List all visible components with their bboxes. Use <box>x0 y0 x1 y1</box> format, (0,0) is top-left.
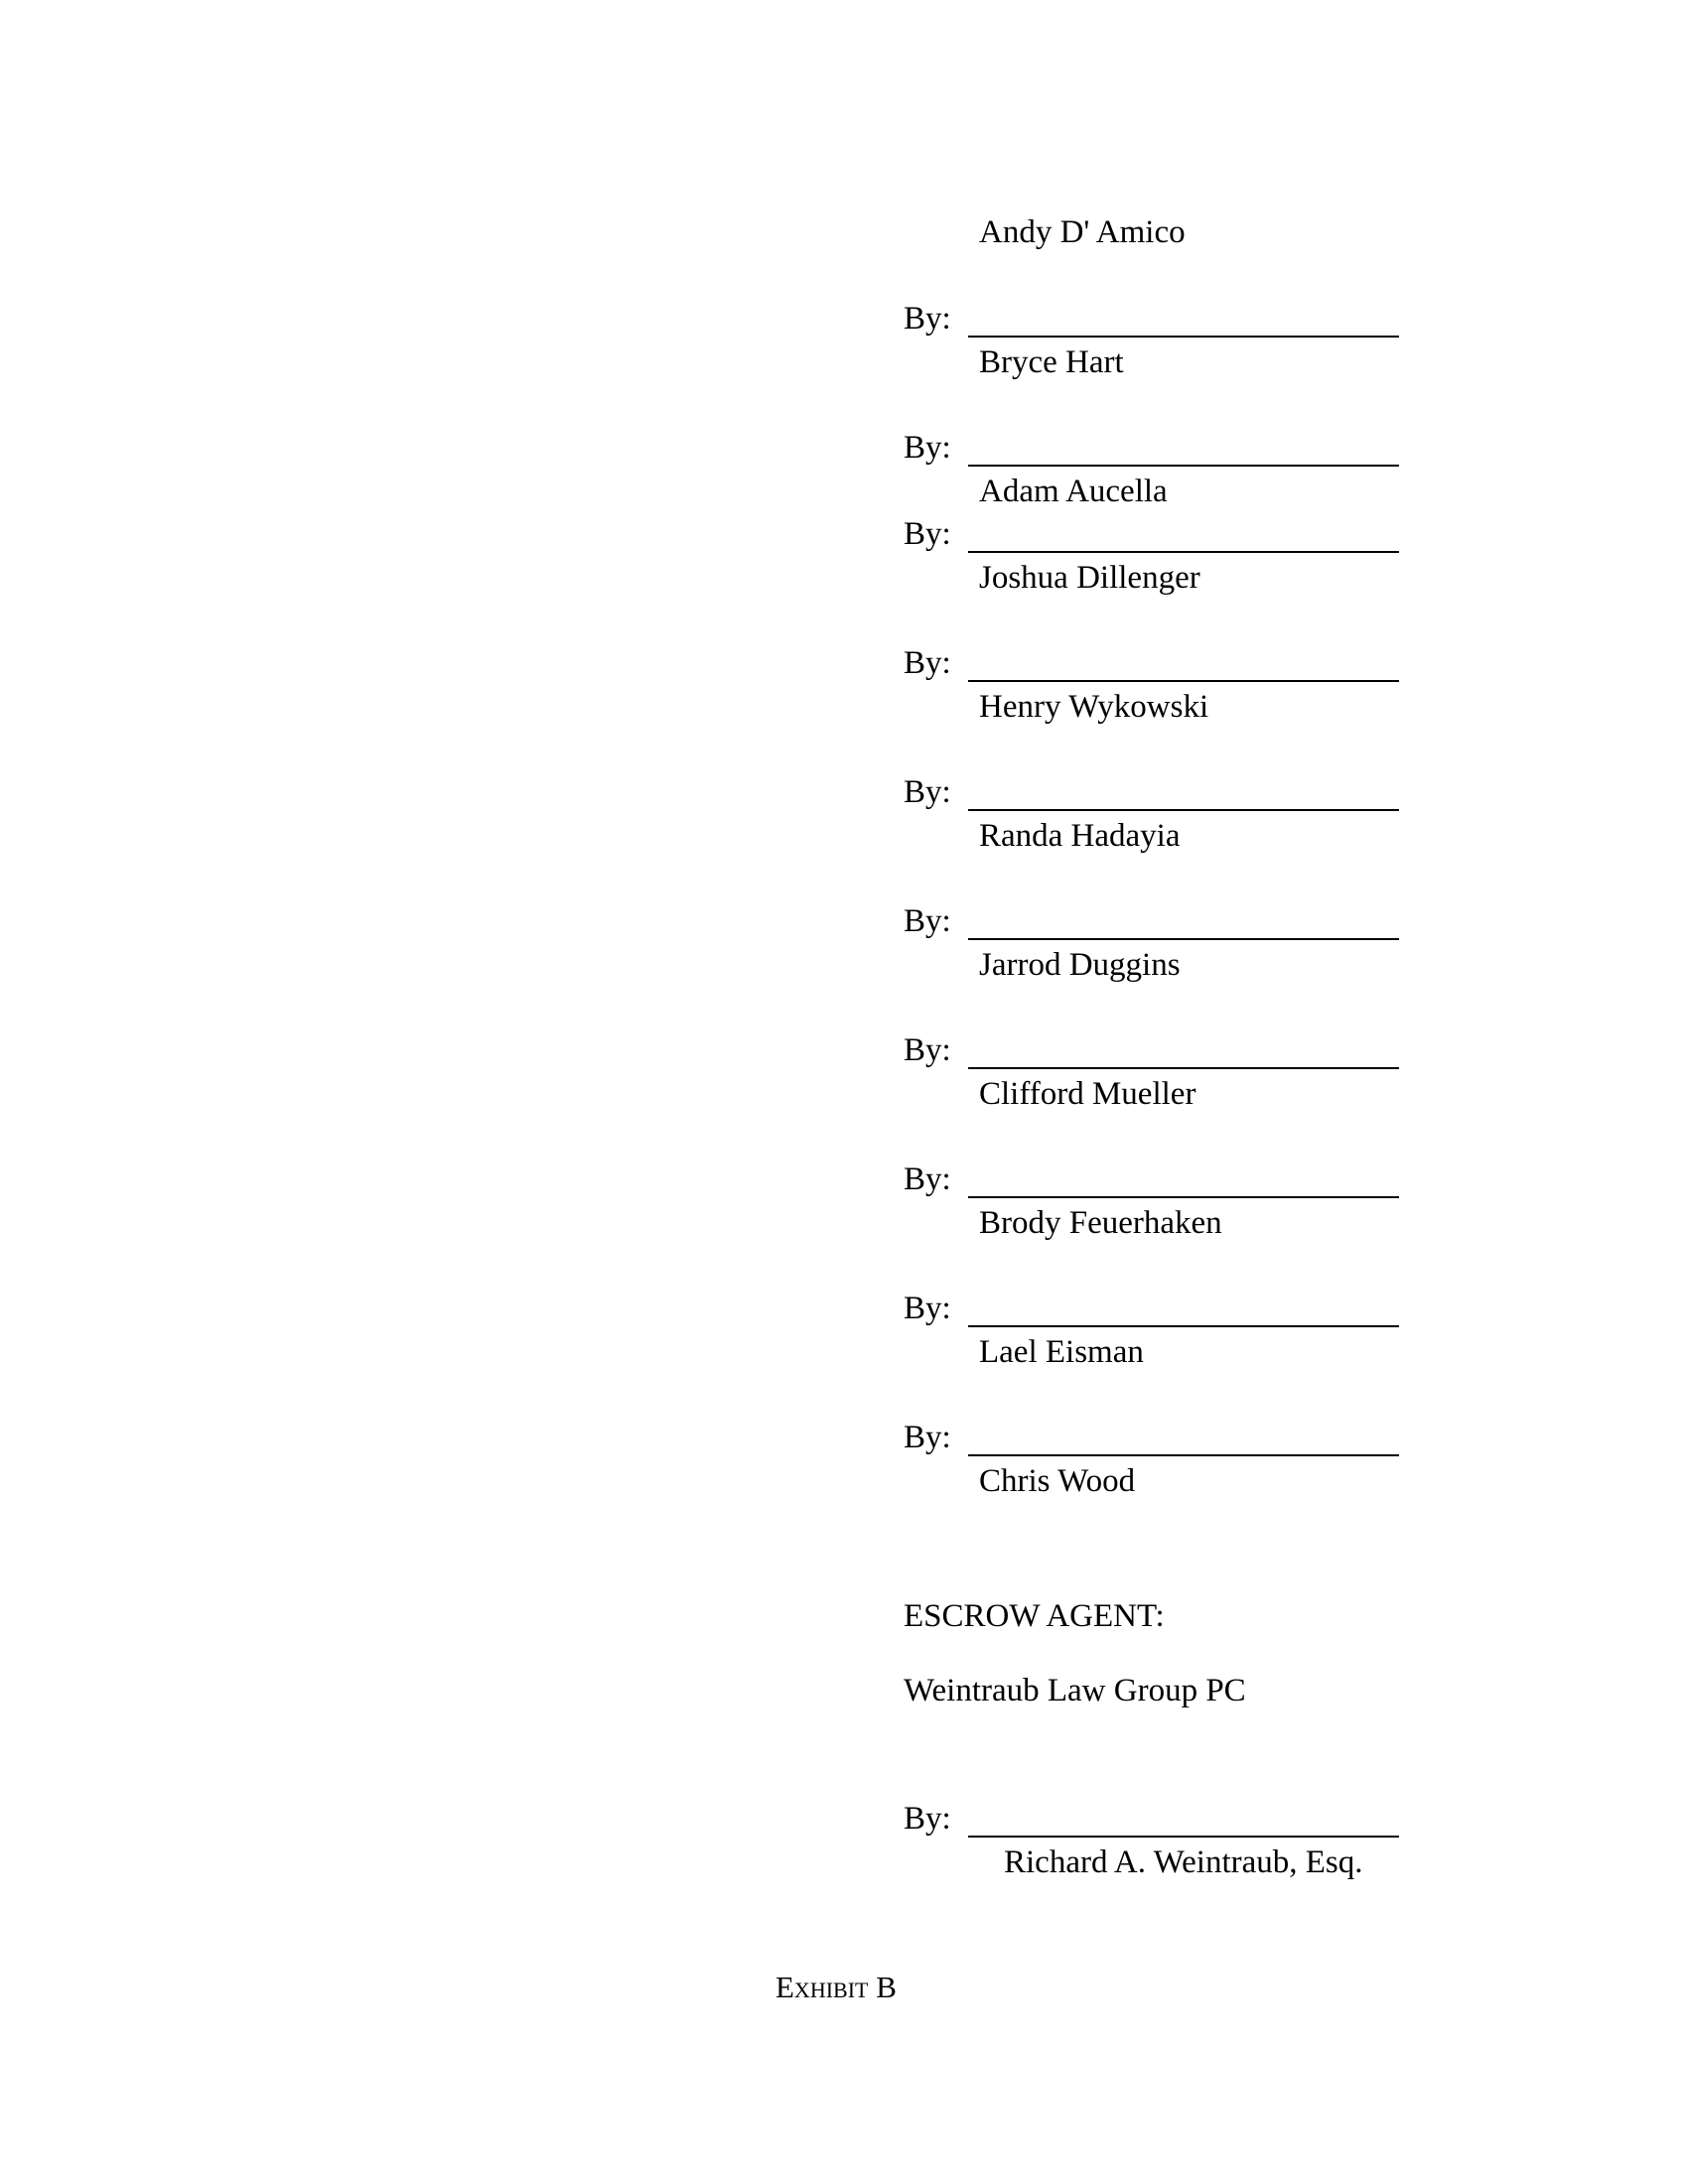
escrow-firm-name: Weintraub Law Group PC <box>904 1673 1246 1708</box>
escrow-signer-name: Richard A. Weintraub, Esq. <box>1004 1844 1363 1880</box>
signatory-name: Adam Aucella <box>979 474 1168 509</box>
signatory-name: Jarrod Duggins <box>979 947 1181 983</box>
signature-line <box>968 1196 1399 1198</box>
by-label: By: <box>904 1032 951 1068</box>
signatory-name: Bryce Hart <box>979 344 1124 380</box>
signatory-name: Henry Wykowski <box>979 689 1209 725</box>
signature-line <box>968 1325 1399 1327</box>
escrow-signature-line <box>968 1836 1399 1838</box>
by-label: By: <box>904 301 951 337</box>
by-label: By: <box>904 774 951 810</box>
by-label: By: <box>904 430 951 466</box>
escrow-agent-heading: ESCROW AGENT: <box>904 1598 1165 1634</box>
signatory-name: Chris Wood <box>979 1463 1136 1499</box>
by-label: By: <box>904 1161 951 1197</box>
by-label: By: <box>904 516 951 552</box>
first-signatory-name: Andy D' Amico <box>979 214 1186 250</box>
by-label: By: <box>904 1291 951 1326</box>
by-label: By: <box>904 1420 951 1455</box>
signature-line <box>968 465 1399 467</box>
signature-line <box>968 809 1399 811</box>
signature-line <box>968 938 1399 940</box>
by-label: By: <box>904 645 951 681</box>
signatory-name: Brody Feuerhaken <box>979 1205 1222 1241</box>
signature-line <box>968 1067 1399 1069</box>
signatory-name: Lael Eisman <box>979 1334 1144 1370</box>
signature-line <box>968 336 1399 338</box>
exhibit-label: Exhibit B <box>775 1970 897 2004</box>
by-label: By: <box>904 903 951 939</box>
signature-line <box>968 551 1399 553</box>
signatory-name: Joshua Dillenger <box>979 560 1200 596</box>
signature-line <box>968 680 1399 682</box>
signatory-name: Randa Hadayia <box>979 818 1181 854</box>
signature-line <box>968 1454 1399 1456</box>
signatory-name: Clifford Mueller <box>979 1076 1196 1112</box>
escrow-by-label: By: <box>904 1801 951 1837</box>
